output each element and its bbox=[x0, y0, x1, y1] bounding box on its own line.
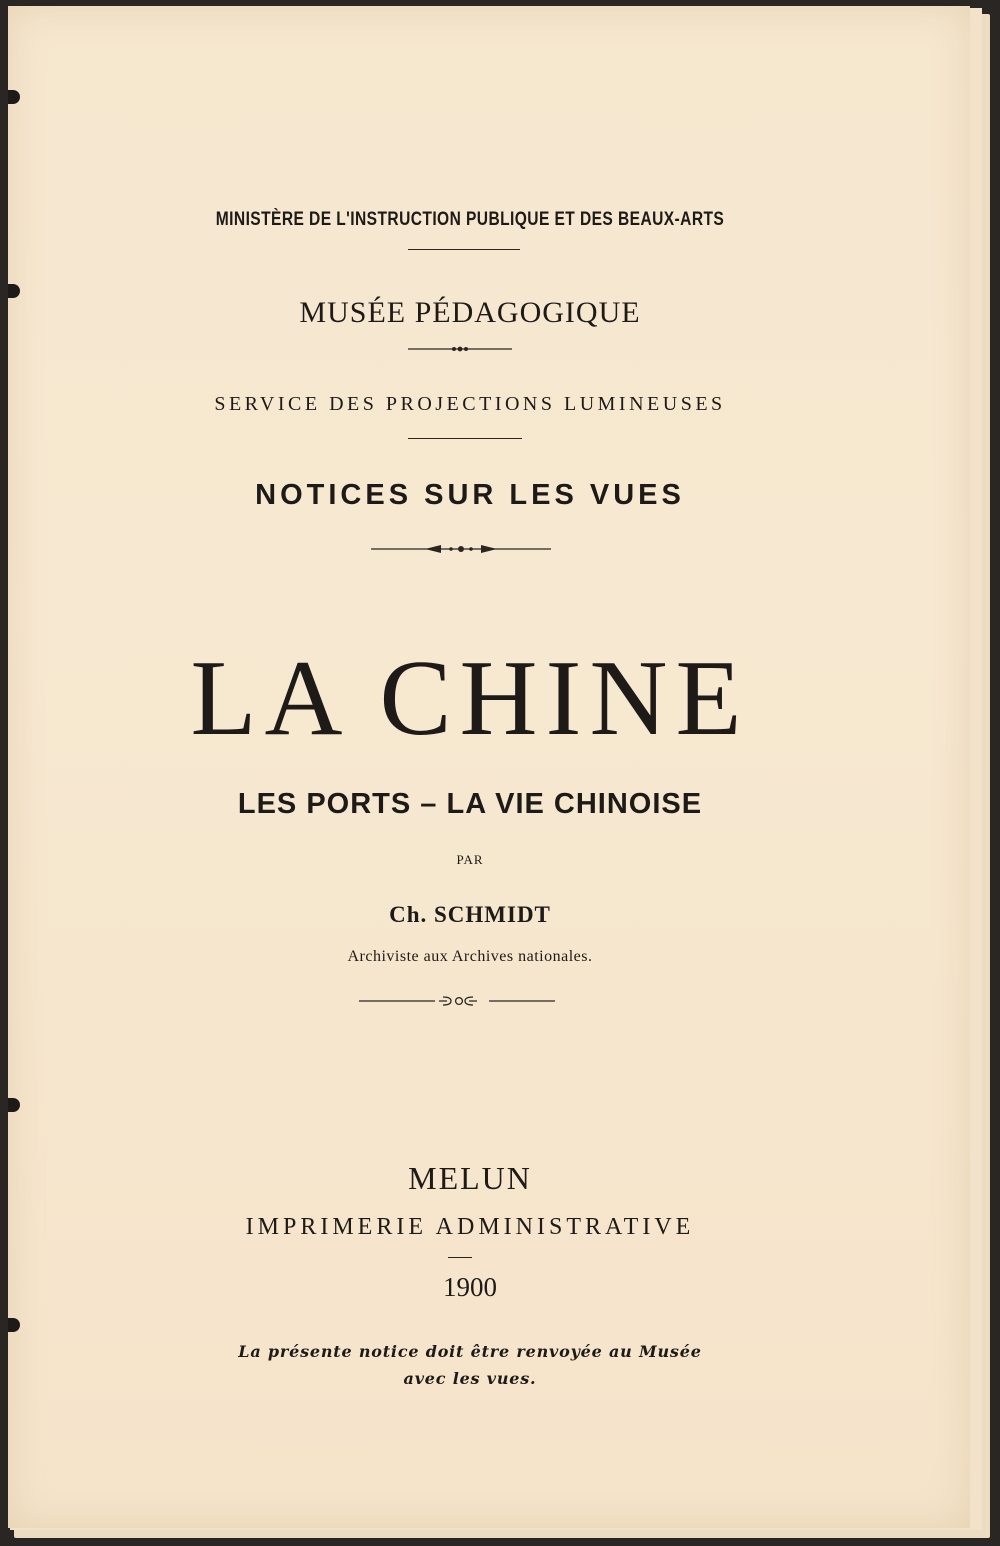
by-label: PAR bbox=[456, 852, 484, 867]
service-heading: SERVICE DES PROJECTIONS LUMINEUSES bbox=[214, 393, 726, 415]
title-page bbox=[8, 6, 970, 1528]
return-notice-line: avec les vues. bbox=[403, 1369, 537, 1388]
author-name: Ch. SCHMIDT bbox=[389, 902, 551, 927]
return-notice bbox=[8, 1338, 932, 1392]
ornament-divider bbox=[371, 543, 551, 555]
title-page-content bbox=[8, 6, 970, 1528]
divider-rule bbox=[448, 1257, 472, 1258]
divider-rule bbox=[408, 438, 522, 439]
return-notice-line: La présente notice doit être renvoyée au Musée bbox=[238, 1342, 702, 1361]
publication-year: 1900 bbox=[443, 1272, 497, 1302]
printer-name: IMPRIMERIE ADMINISTRATIVE bbox=[245, 1214, 695, 1240]
museum-heading: MUSÉE PÉDAGOGIQUE bbox=[299, 296, 641, 329]
ornament-divider bbox=[408, 344, 512, 354]
ornament-divider bbox=[359, 995, 555, 1007]
author-role: Archiviste aux Archives nationales. bbox=[347, 948, 593, 965]
publication-city: MELUN bbox=[408, 1160, 532, 1196]
ministry-heading: MINISTÈRE DE L'INSTRUCTION PUBLIQUE ET DES BEAUX-ARTS bbox=[215, 209, 725, 230]
series-heading: NOTICES SUR LES VUES bbox=[255, 479, 685, 511]
document-subtitle: LES PORTS – LA VIE CHINOISE bbox=[237, 788, 703, 820]
divider-rule bbox=[408, 249, 520, 250]
document-title: LA CHINE bbox=[190, 639, 750, 758]
